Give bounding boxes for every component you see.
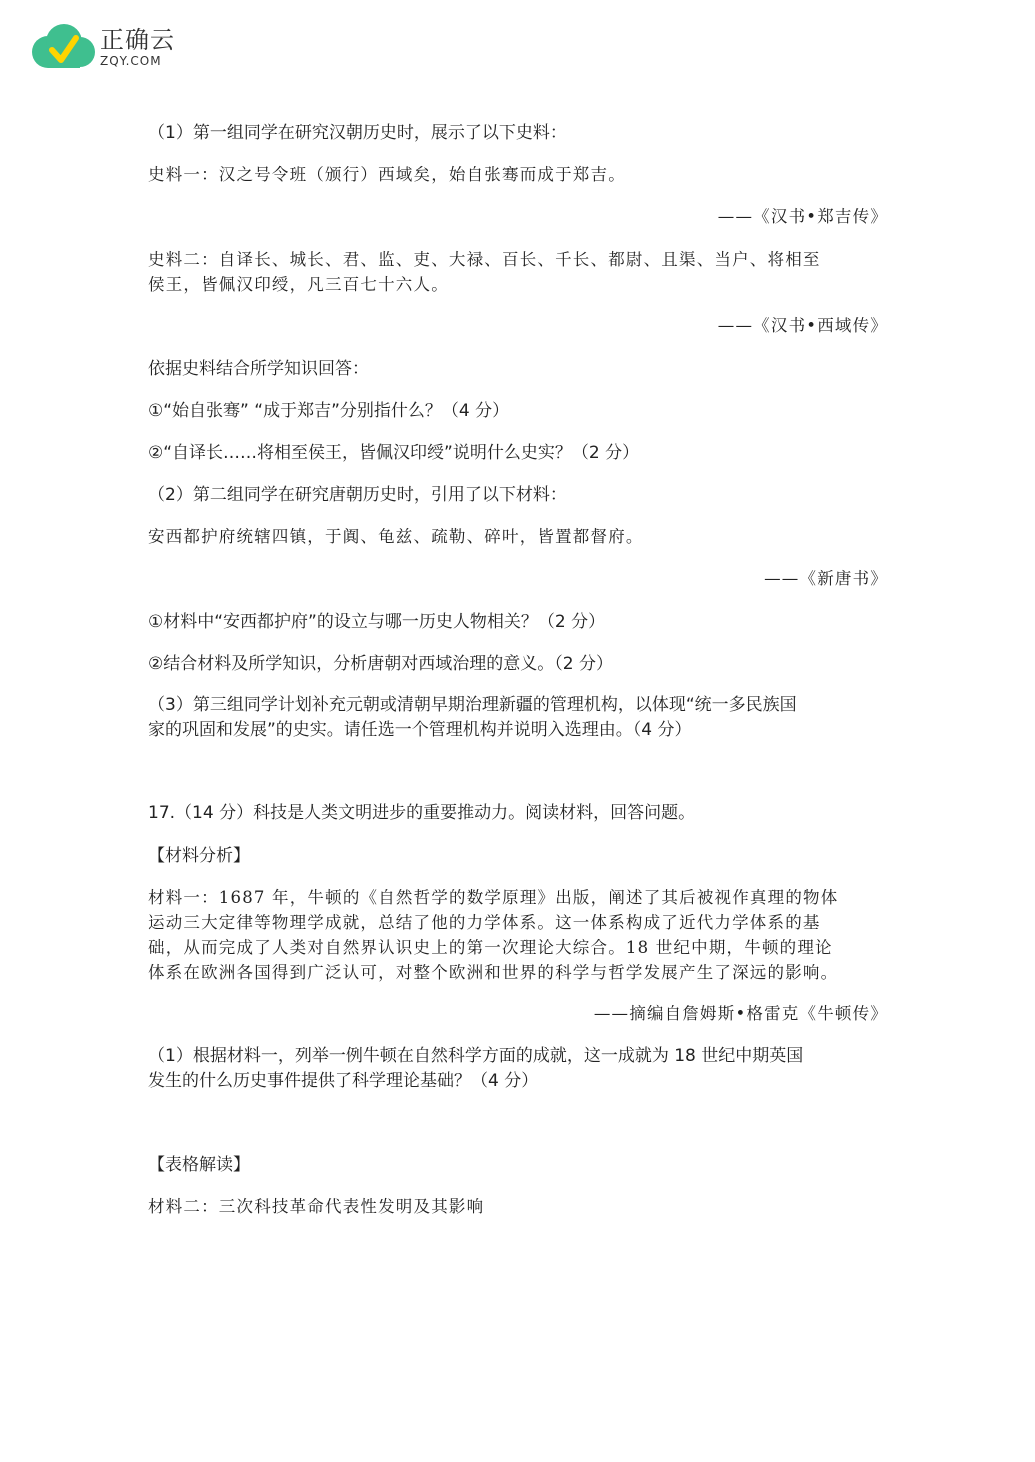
- question-17-1-line2: 发生的什么历史事件提供了科学理论基础？（4 分）: [148, 1071, 539, 1091]
- section-table-reading: 【表格解读】: [148, 1155, 250, 1175]
- material-1-line3: 础，从而完成了人类对自然界认识史上的第一次理论大综合。18 世纪中期，牛顿的理论: [148, 938, 833, 957]
- source-1: 史料一：汉之号令班（颁行）西域矣，始自张骞而成于郑吉。: [148, 165, 626, 184]
- source-1-citation: ——《汉书•郑吉传》: [717, 207, 888, 226]
- logo-name-cn: 正确云: [100, 26, 175, 54]
- question-1-2: ②“自译长……将相至侯王，皆佩汉印绶”说明什么史实？（2 分）: [148, 443, 640, 463]
- question-1-1: ①“始自张骞” “成于郑吉”分别指什么？（4 分）: [148, 401, 510, 421]
- material-1-line4: 体系在欧洲各国得到广泛认可，对整个欧洲和世界的科学与哲学发展产生了深远的影响。: [148, 963, 839, 982]
- question-17-title: 17.（14 分）科技是人类文明进步的重要推动力。阅读材料，回答问题。: [148, 803, 696, 823]
- question-2-1: ①材料中“安西都护府”的设立与哪一历史人物相关？（2 分）: [148, 612, 606, 632]
- q-part3-line1: （3）第三组同学计划补充元朝或清朝早期治理新疆的管理机构，以体现“统一多民族国: [148, 695, 797, 715]
- material-2-title: 材料二：三次科技革命代表性发明及其影响: [148, 1197, 485, 1216]
- question-17-1-line1: （1）根据材料一，列举一例牛顿在自然科学方面的成就，这一成就为 18 世纪中期英国: [148, 1046, 804, 1066]
- source-3-citation: ——《新唐书》: [764, 569, 888, 588]
- source-2-line1: 史料二：自译长、城长、君、监、吏、大禄、百长、千长、都尉、且渠、当户、将相至: [148, 250, 821, 269]
- q-part3-line2: 家的巩固和发展”的史实。请任选一个管理机构并说明入选理由。（4 分）: [148, 720, 692, 740]
- source-3: 安西都护府统辖四镇，于阗、龟兹、疏勒、碎叶，皆置都督府。: [148, 527, 644, 546]
- cloud-check-icon: [28, 22, 98, 74]
- source-2-citation: ——《汉书•西域传》: [717, 316, 888, 335]
- source-2-line2: 侯王，皆佩汉印绶，凡三百七十六人。: [148, 275, 449, 294]
- logo-name-en: ZQY.COM: [100, 54, 162, 68]
- q-part2-intro: （2）第二组同学在研究唐朝历史时，引用了以下材料：: [148, 485, 567, 505]
- material-1-line1: 材料一：1687 年，牛顿的《自然哲学的数学原理》出版，阐述了其后被视作真理的物体: [148, 888, 839, 907]
- zqy-logo: [28, 22, 228, 78]
- q-part1-intro: （1）第一组同学在研究汉朝历史时，展示了以下史料：: [148, 123, 567, 143]
- material-1-line2: 运动三大定律等物理学成就，总结了他的力学体系。这一体系构成了近代力学体系的基: [148, 913, 821, 932]
- section-material-analysis: 【材料分析】: [148, 846, 250, 866]
- question-2-2: ②结合材料及所学知识，分析唐朝对西域治理的意义。（2 分）: [148, 654, 613, 674]
- instruction: 依据史料结合所学知识回答：: [148, 359, 369, 379]
- material-1-citation: ——摘编自詹姆斯•格雷克《牛顿传》: [593, 1004, 888, 1023]
